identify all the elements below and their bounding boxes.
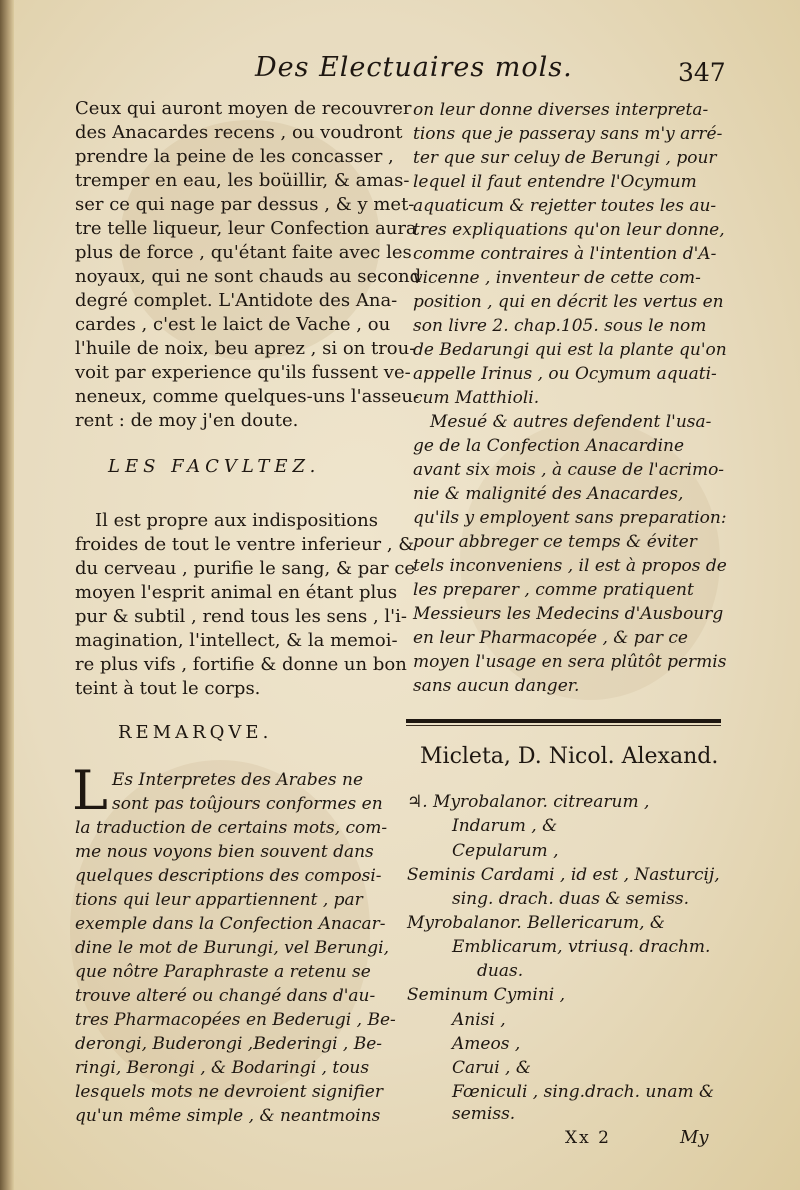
- text-line: exemple dans la Confection Anacar-: [75, 914, 386, 934]
- text-line: que nôtre Paraphraste a retenu se: [75, 962, 371, 982]
- text-line: re plus vifs , fortifie & donne un bon: [75, 654, 407, 675]
- text-line: son livre 2. chap.105. sous le nom: [413, 316, 707, 336]
- text-line: du cerveau , purifie le sang, & par ce: [75, 558, 416, 579]
- text-line: avant six mois , à cause de l'acrimo-: [413, 460, 725, 480]
- recipe-line: Indarum , &: [452, 816, 558, 836]
- text-line: Il est propre aux indispositions: [95, 510, 378, 531]
- text-line: appelle Irinus , ou Ocymum aquati-: [413, 364, 717, 384]
- text-line: teint à tout le corps.: [75, 678, 261, 699]
- recipe-line: Fœniculi , sing.drach. unam &: [452, 1082, 715, 1102]
- text-line: tions qui leur appartiennent , par: [75, 890, 363, 910]
- text-line: position , qui en décrit les vertus en: [413, 292, 724, 312]
- text-line: lequel il faut entendre l'Ocymum: [413, 172, 697, 192]
- text-line: Messieurs les Medecins d'Ausbourg: [413, 604, 724, 624]
- text-line: tres expliquations qu'on leur donne,: [413, 220, 725, 240]
- text-line: pour abbreger ce temps & éviter: [413, 532, 697, 552]
- recipe-line: duas.: [477, 961, 524, 981]
- text-line: en leur Pharmacopée , & par ce: [413, 628, 688, 648]
- text-line: qu'un même simple , & neantmoins: [75, 1106, 381, 1126]
- text-line: voit par experience qu'ils fussent ve-: [75, 362, 411, 383]
- text-line: tions que je passeray sans m'y arré-: [413, 124, 723, 144]
- text-line: comme contraires à l'intention d'A-: [413, 244, 717, 264]
- recipe-line: sing. drach. duas & semiss.: [452, 889, 690, 909]
- text-line: neneux, comme quelques-uns l'asseu-: [75, 386, 420, 407]
- recipe-line: ♃. Myrobalanor. citrearum ,: [407, 792, 650, 812]
- signature-mark: Xx 2: [565, 1128, 611, 1148]
- catchword: My: [680, 1127, 709, 1148]
- text-line: sans aucun danger.: [413, 676, 580, 696]
- text-line: rent : de moy j'en doute.: [75, 410, 299, 431]
- text-line: ringi, Berongi , & Bodaringi , tous: [75, 1058, 370, 1078]
- text-line: moyen l'usage en sera plûtôt permis: [413, 652, 727, 672]
- text-line: des Anacardes recens , ou voudront: [75, 122, 403, 143]
- text-line: ser ce qui nage par dessus , & y met-: [75, 194, 415, 215]
- text-line: ter que sur celuy de Berungi , pour: [413, 148, 717, 168]
- text-line: les preparer , comme pratiquent: [413, 580, 694, 600]
- text-line: ge de la Confection Anacardine: [413, 436, 685, 456]
- recipe-line: Seminum Cymini ,: [407, 985, 566, 1005]
- text-line: nie & malignité des Anacardes,: [413, 484, 684, 504]
- text-line: degré complet. L'Antidote des Ana-: [75, 290, 398, 311]
- recipe-title: Micleta, D. Nicol. Alexand.: [420, 744, 719, 769]
- text-line: pur & subtil , rend tous les sens , l'i-: [75, 606, 407, 627]
- text-line: noyaux, qui ne sont chauds au second: [75, 266, 422, 287]
- text-line: qu'ils y employent sans preparation:: [413, 508, 727, 528]
- drop-cap: L: [72, 759, 108, 822]
- text-line: sont pas toûjours conformes en: [112, 794, 383, 814]
- text-line: derongi, Buderongi ,Bederingi , Be-: [75, 1034, 383, 1054]
- text-line: froides de tout le ventre inferieur , &: [75, 534, 415, 555]
- text-line: aquaticum & rejetter toutes les au-: [413, 196, 717, 216]
- text-line: trouve alteré ou changé dans d'au-: [75, 986, 376, 1006]
- text-line: cardes , c'est le laict de Vache , ou: [75, 314, 391, 335]
- running-title: Des Electuaires mols.: [255, 52, 573, 83]
- facultez-heading: LES FACVLTEZ.: [108, 456, 321, 477]
- section-rule-thin: [406, 725, 721, 726]
- text-line: lesquels mots ne devroient signifier: [75, 1082, 383, 1102]
- recipe-line: Anisi ,: [452, 1010, 506, 1030]
- text-line: plus de force , qu'étant faite avec les: [75, 242, 412, 263]
- recipe-line: Emblicarum, vtriusq. drachm.: [452, 937, 711, 957]
- text-line: magination, l'intellect, & la memoi-: [75, 630, 398, 651]
- text-line: vicenne , inventeur de cette com-: [413, 268, 701, 288]
- text-line: tre telle liqueur, leur Confection aura: [75, 218, 417, 239]
- text-line: tremper en eau, les boüillir, & amas-: [75, 170, 410, 191]
- text-line: cum Matthioli.: [413, 388, 540, 408]
- recipe-line: Seminis Cardami , id est , Nasturcij,: [407, 865, 720, 885]
- recipe-line: Carui , &: [452, 1058, 531, 1078]
- recipe-line: Ameos ,: [452, 1034, 521, 1054]
- text-line: tres Pharmacopées en Bederugi , Be-: [75, 1010, 396, 1030]
- page-number: 347: [678, 58, 726, 87]
- text-line: Mesué & autres defendent l'usa-: [430, 412, 712, 432]
- text-line: la traduction de certains mots, com-: [75, 818, 388, 838]
- text-line: on leur donne diverses interpreta-: [413, 100, 709, 120]
- remarque-heading: REMARQVE.: [118, 722, 273, 743]
- text-line: l'huile de noix, beu aprez , si on trou-: [75, 338, 416, 359]
- text-line: me nous voyons bien souvent dans: [75, 842, 374, 862]
- text-line: Ceux qui auront moyen de recouvrer: [75, 98, 412, 119]
- text-line: moyen l'esprit animal en étant plus: [75, 582, 398, 603]
- section-rule: [406, 719, 721, 723]
- recipe-line: Cepularum ,: [452, 841, 559, 861]
- recipe-line: semiss.: [452, 1104, 516, 1124]
- text-line: prendre la peine de les concasser ,: [75, 146, 394, 167]
- text-line: Es Interpretes des Arabes ne: [112, 770, 363, 790]
- text-line: quelques descriptions des composi-: [75, 866, 382, 886]
- text-line: dine le mot de Burungi, vel Berungi,: [75, 938, 389, 958]
- recipe-line: Myrobalanor. Bellericarum, &: [407, 913, 666, 933]
- text-line: tels inconveniens , il est à propos de: [413, 556, 727, 576]
- text-line: de Bedarungi qui est la plante qu'on: [413, 340, 727, 360]
